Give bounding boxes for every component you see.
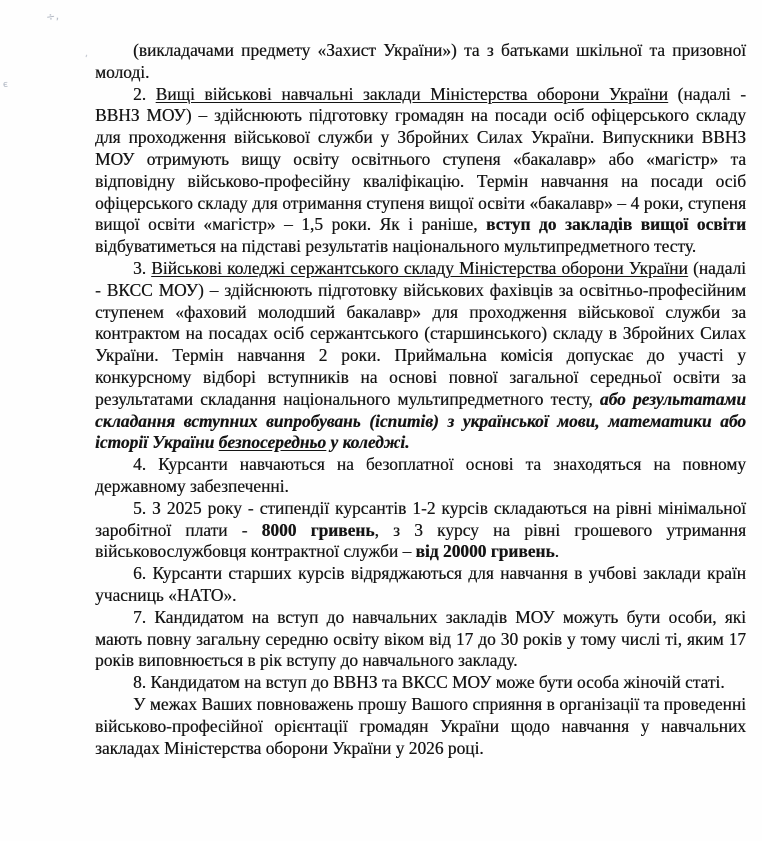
text-run: У межах Ваших повноважень прошу Вашого сприяння в організації та проведенні військово-професійної орієнтації громадян України щодо навчання у навчальних закладах Міністерства оборони України у 2026 році. [95,693,746,758]
text-run: Військові коледжі сержантського складу Міністерства оборони України [151,257,688,278]
text-run: вступ до закладів вищої освіти [486,214,746,235]
text-run: 6. Курсанти старших курсів відряджаються для навчання в учбові заклади країн учасниць «НАТО». [95,563,746,605]
text-run: 7. Кандидатом на вступ до навчальних закладів МОУ можуть бути особи, які мають повну загальну середню освіту віком від 17 до 30 років у тому числі ті, яким 17 років виповнюється в рік вступу до навчального закладу. [95,606,746,671]
paragraph [95,672,746,694]
paragraph [95,607,746,672]
scan-artifact: ÷, [45,9,60,24]
scan-artifact: є [2,79,9,91]
paragraph [95,84,746,258]
text-run: 2. [133,83,156,104]
paragraph [95,454,746,498]
text-run: 8. Кандидатом на вступ до ВВНЗ та ВКСС МОУ може бути особа жіночій статі. [133,672,725,693]
paragraph [95,258,746,454]
text-run: 3. [133,257,152,278]
text-run: 8000 гривень [261,519,375,540]
text-run: відбуватиметься на підставі результатів національного мультипредметного тесту. [95,236,697,257]
text-run: , з 3 курсу на рівні грошевого утримання військовослужбовця контрактної служби – [95,519,746,562]
text-run: Вищі військові навчальні заклади Міністерства оборони України [155,83,668,104]
text-run: від 20000 гривень [415,541,555,562]
scan-artifact: ' [82,53,89,65]
document-body [95,40,746,759]
paragraph [95,40,746,84]
text-run: або результатами складання вступних випробувань (іспитів) з української мови, математики або історії України [95,388,746,453]
text-run: (викладачами предмету «Захист України») та з батьками шкільної та призовної молоді. [95,40,746,82]
text-run: 4. Курсанти навчаються на безоплатної основі та знаходяться на повному державному забезпеченні. [95,454,746,496]
text-run: (надалі - ВКСС МОУ) – здійснюють підготовку військових фахівців за освітньо-професійним ступенем «фаховий молодший бакалавр» для проходження військової служби за контрактом на посадах осіб сержантського (старшинського) складу в Збройних Силах України. Термін навчання 2 роки. Приймальна комісія допускає до участі у конкурсному відборі вступників на основі повної загальної середньої освіти за результатами складання національного мультипредметного тесту, [95,257,747,409]
text-run: . [554,541,559,562]
text-run: у коледжі. [326,432,410,453]
text-run: 5. З 2025 року - стипендії курсантів 1-2 курсів складаються на рівні мінімальної заробітної плати - [95,497,746,540]
text-run: безпосередньо [218,432,327,453]
paragraph [95,563,746,607]
text-run: (надалі - ВВНЗ МОУ) – здійснюють підготовку громадян на посади осіб офіцерського складу для проходження військової служби у Збройних Силах України. Випускники ВВНЗ МОУ отримують вищу освіту освітнього ступеня «бакалавр» або «магістр» та відповідну військово-професійну кваліфікацію. Термін навчання на посади осіб офіцерського складу для отримання ступеня вищої освіти «бакалавр» – 4 роки, ступеня вищої освіти «магістр» – 1,5 роки. Як і раніше, [95,83,746,235]
paragraph [95,694,746,759]
paragraph [95,498,746,563]
